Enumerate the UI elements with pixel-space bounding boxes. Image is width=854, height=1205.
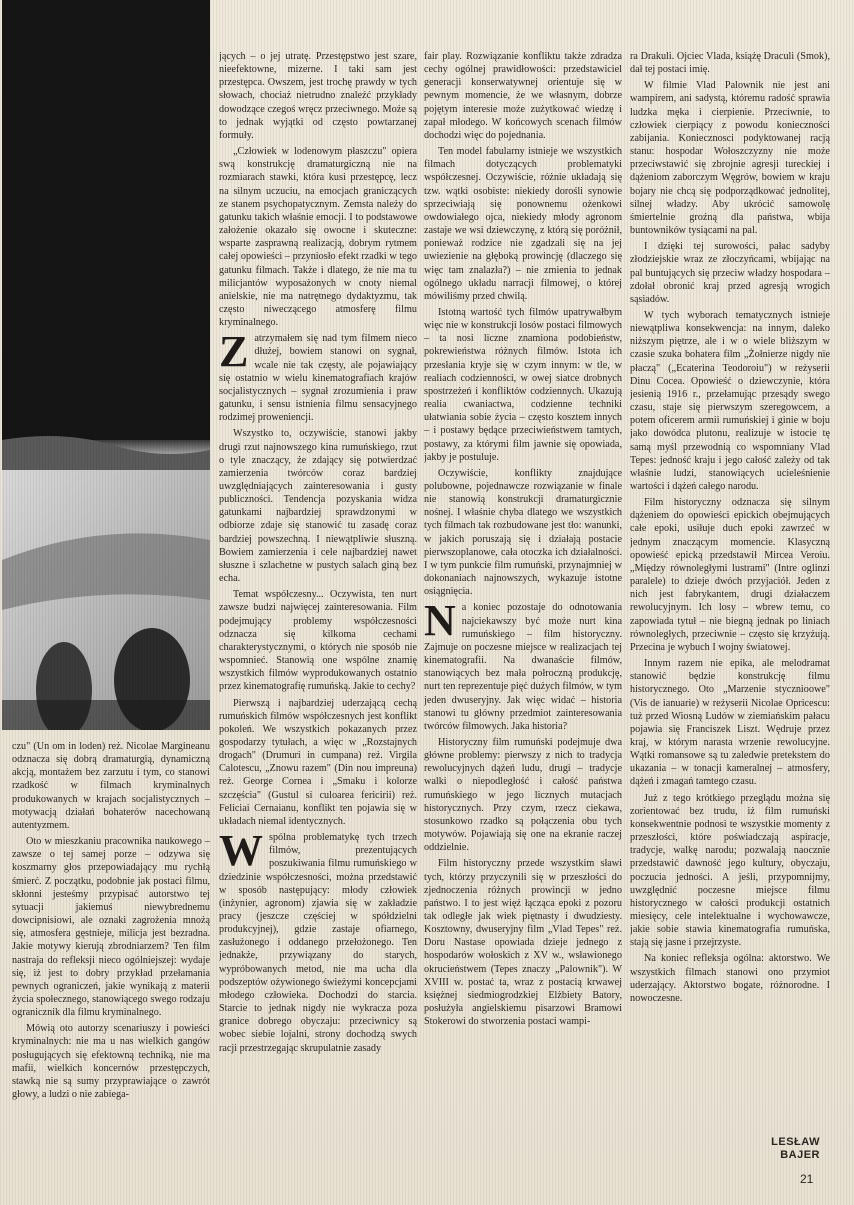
- paragraph: Film historyczny przede wszystkim sławi tych, którzy przyczynili się w przeszłości do zjednoczenia różnych prowincji w jedno państwo. I to jest więź łącząca epoki z pozoru tak odległe jak wiek piętnasty i dwudziesty. Kosztowny, dwuseryjny film „Vlad Tepes" reż. Doru Nastase opowiada dzieje jednego z hospodarów wołoskich z XV w., wsławionego okrucieństwem (Tepes znaczy „Palownik"). W XVIII w. postać ta, wraz z postacią krwawej księżnej siedmiogrodzkiej Elżbiety Batory, posłużyła angielskiemu pisarzowi Bramowi Stokerowi do stworzenia postaci wampi-: [424, 858, 622, 1028]
- paragraph: W tych wyborach tematycznych istnieje niewątpliwa konsekwencja: na innym, daleko niższym piętrze, ale i w o wiele bliższym w czasie szuka bohatera film „Żołnierze nigdy nie płaczą" („Ecaterina Teodoroiu") w reżyserii Dinu Cocea. Opowieść o dziewczynie, która jesienią 1916 r., przełamując przesądy swego czasu, staje się pierwszym szeregowcem, a potem oficerem armii rumuńskiej i ginie w boju jako dowódca plutonu, realizuje w istocie tę samą myśl przewodnią co wspomniany Vlad Tepes: jedność kraju i jego całość zależy od tak właśnie ludzi, stanowiących ucieleśnienie wartości i dążeń całego narodu.: [630, 309, 830, 492]
- film-still-illustration: [2, 0, 210, 730]
- paragraph: Istotną wartość tych filmów upatrywałbym więc nie w konstrukcji losów postaci filmowych – ta nosi liczne znamiona podobieństw, pokrewieństwa różnych filmów. Istota ich przesłania kryje się w czym innym: w tle, w realiach codzienności, w owej siatce drobnych spostrzeżeń i konfliktów codziennych. Ukazują realia cwaniactwa, codzienne techniki ułatwiania sobie życia – często kosztem innych – i postawy będące przeciwieństwem tamtych, postawy, za którymi film jawnie się opowiada, jakby je postuluje.: [424, 306, 622, 463]
- column-4: [630, 50, 830, 1180]
- paragraph: „Człowiek w lodenowym płaszczu" opiera swą konstrukcję dramaturgiczną nie na rozmiarach stawki, która kusi przestępcę, lecz na silnym uczuciu, na emocjach graniczących ze stanem psychopatycznym. Zemsta należy do gatunku takich właśnie emocji. I to podstawowe założenie okazało się owocne i skuteczne: wsparte zasprawną realizacją, dobrym rytmem całej opowieści – przyniosło efekt rzadki w tego gatunku filmach. Także i dlatego, że nie ma tu milicjantów wyposażonych w cnoty niemal anielskie, nie ma natrętnego dydaktyzmu, tak często niweczącego atmosferę filmu kryminalnego.: [219, 146, 417, 329]
- film-still-photo: [2, 0, 210, 730]
- author-byline: [740, 1136, 820, 1162]
- paragraph-text: a koniec pozostaje do odnotowania najciekawszy być może nurt kina rumuńskiego – film historyczny. Zajmuje on poczesne miejsce w realizacjach tej kinematografii. Na dwanaście filmów, stanowiących bez mała połroczną produkcję, nurt ten reprezentuje pięć dużych filmów, w tym jeden dwuseryjny. Jak więc widać – historia stanowi tu główny przedmiot zainteresowania twórców filmowych. Jaka historia?: [424, 602, 622, 732]
- dropcap: W: [219, 826, 263, 876]
- page-number: 21: [800, 1172, 814, 1186]
- paragraph-text: atrzymałem się nad tym filmem nieco dłużej, bowiem stanowi on sygnał, wcale nie tak częsty, ale pojawiający się ostatnio w wielu kinematografiach krajów socjalistycznych – sygnał zrozumienia i praw gatunku, i sensu istnienia filmu sensacyjnego rodzimej proweniencji.: [219, 333, 417, 424]
- paragraph: Historyczny film rumuński podejmuje dwa główne problemy: pierwszy z nich to tradycja rewolucyjnych dążeń ludu, drugi – tradycje walki o niepodległość i całość państwa rumuńskiego w jego licznych mutacjach historycznych. Przy czym, rzecz ciekawa, stosunkowo rzadko są połączenia obu tych motywów. Pojawiają się one na ekranie raczej oddzielnie.: [424, 736, 622, 854]
- paragraph: Na koniec refleksja ogólna: aktorstwo. We wszystkich filmach stanowi ono przymiot uderzający. Aktorstwo bogate, różnorodne. I nowoczesne.: [630, 953, 830, 1004]
- paragraph: fair play. Rozwiązanie konfliktu także zdradza cechy ogólnej prawidłowości: przedstawiciel generacji konserwatywnej orientuje się w pewnym momencie, że we własnym, dobrze pojętym interesie może zużytkować wiedzę i zapał młodego. W końcowych scenach filmów dochodzi więc do pojednania.: [424, 51, 622, 141]
- paragraph: ra Drakuli. Ojciec Vlada, książę Draculi (Smok), dał tej postaci imię.: [630, 51, 830, 76]
- paragraph: Oto w mieszkaniu pracownika naukowego – zawsze o tej samej porze – odzywa się koszmarny głos przepowiadający mu rychłą śmierć. Z początku, podobnie jak postaci filmu, skłonni jesteśmy przypisać autorstwo tej sytuacji jakiemuś niewybrednemu dowcipnisiowi, ale oznaki zagrożenia mnożą się, atmosfera gęstnieje, milicja jest bezradna. Jakie motywy kierują zbrodniarzem? Ten film nastraja do refleksji nieco ogólniejszej: wydaje się, iż jest to dobry przykład przełamania pewnych ograniczeń, jakie wynikają z materii życia społecznego, stanowiącego swego rodzaju ogranicznik dla filmu kryminalnego.: [12, 836, 210, 1019]
- paragraph-text: spólna problematykę tych trzech filmów, prezentujących poszukiwania filmu rumuńskiego w dziedzinie współczesności, można przedstawić w sposób następujący: młody człowiek (inżynier, agronom) zjawia się w zakładzie pracy (jeszcze częściej w spółdzielni produkcyjnej), gdzie zastaje ofiarnego, zasłużonego i oddanego przełożonego. Ten jednakże, przywiązany do starych, wypróbowanych metod, nie ma ucha dla podszeptów ożywionego świeżymi koncepcjami młodego człowieka. Dochodzi do starcia. Starcie to jednak nigdy nie wykracza poza granice dobrego obyczaju: przeciwnicy są wobec siebie lojalni, strony dochodzą swych racji przestrzegając skrupulatnie zasady: [219, 832, 417, 1054]
- paragraph: Pierwszą i najbardziej uderzającą cechą rumuńskich filmów współczesnych jest konflikt pokoleń. We wszystkich pokazanych przez gospodarzy tytułach, a więc w „Rozstajnych drogach" (Drumuri in cumpana) reż. Virgila Calotescu, „Znowu razem" (Din nou impreuna) reż. George Cornea i „Smaku i kolorze szczęścia" (Gustul si culoarea fericirii) reż. Feliciai Cernaianu, konflikt ten pojawia się w układach niemal identycznych.: [219, 697, 417, 827]
- paragraph: czu" (Un om in loden) reż. Nicolae Margineanu odznacza się dobrą dramaturgią, dynamiczną akcją, montażem bez zarzutu i tym, co stanowi rzadkość w filmach kryminalnych produkowanych w krajach socjalistycznych – motywacją działań bohaterów nacechowaną autentyzmem.: [12, 741, 210, 831]
- paragraph-with-dropcap: [219, 327, 417, 424]
- paragraph: Wszystko to, oczywiście, stanowi jakby drugi rzut najnowszego kina rumuńskiego, rzut o tyle znaczący, że zdający się potwierdzać zamierzenia twórców coraz bardziej uwzględniających zainteresowania i gusty publiczności. Tendencja pozyskania widza gatunkami najbardziej sprawdzonymi w odbiorze zdaje się stanowić tu zasadę coraz bardziej powszechną. I niewątpliwie słuszną. Bowiem zamierzenia i cele najbardziej nawet słuszne i szlachetne w pustych salach giną bez echa.: [219, 428, 417, 585]
- paragraph: I dzięki tej surowości, pałac sadyby złodziejskie wraz ze złoczyńcami, wbijając na pal buntujących się przeciw władzy hospodara – zdołał obronić kraj przed agresją wrogich sąsiadów.: [630, 241, 830, 305]
- paragraph: Temat współczesny... Oczywista, ten nurt zawsze budzi najwięcej zainteresowania. Film podejmujący problemy współczesności odznacza się kilkoma cechami charakterystycznymi, o których nie sposób nie wspomnieć. Stanowią one wspólne znamię wszystkich filmów wyprodukowanych ostatnio przez kinematografię rumuńską. Jakie to cechy?: [219, 589, 417, 693]
- dropcap: N: [424, 596, 456, 646]
- paragraph-with-dropcap: [424, 596, 622, 733]
- paragraph: Mówią oto autorzy scenariuszy i powieści kryminalnych: nie ma u nas wielkich gangów posługujących się efektowną techniką, nie ma mafii, wielkich koncernów przestępczych, stawką nie są sumy przyprawiające o zawrót głowy, a ludzi o nie zabiega-: [12, 1023, 210, 1101]
- paragraph: Oczywiście, konflikty znajdujące polubowne, pojednawcze rozwiązanie w finale nie stanowią konstrukcji dramaturgicznie nośnej. I właśnie chyba dlatego we wszystkich tych filmach tak rozbudowane jest tło: wanunki, w jakich poruszają się i działają postacie pierwszoplanowe, cała otoczka ich działalności. I w tym punkcie film rumuński, przynajmniej w dokonaniach najnowszych, wykazuje istotne osiągnięcia.: [424, 467, 622, 598]
- paragraph: Innym razem nie epika, ale melodramat stanowić będzie konstrukcję filmu historycznego. Oto „Marzenie stycznioowe" (Vis de ianuarie) w reżyserii Nicolae Opricescu: tuż przed Wiosną Ludów w ziemiańskim pałacu pojawia się Franciszek Liszt. Wędruje przez kraj, w którym narasta wrzenie rewolucyjne. Wątki romansowe są tu zaledwie pretekstem do ukazania – w tonacji kameralnej – atmosfery, dążeń i zmagań tamtego czasu.: [630, 658, 830, 788]
- paragraph: jących – o jej utratę. Przestępstwo jest szare, nieefektowne, mizerne. I taki sam jest przestępca. Owszem, jest trochę prawdy w tych słowach, chociaż nietrudno znaleźć przykłady dowodzące czegoś wręcz przeciwnego. Może są to jednak wyjątki od często powtarzanej formuły.: [219, 51, 417, 141]
- paragraph: Film historyczny odznacza się silnym dążeniem do opowieści epickich obejmujących całe epoki, usiłuje duch epoki zawrzeć w jednym znaczącym momencie. Klasyczną opowieść epicką przedstawił Mircea Veroiu. „Między równoległymi lustrami" (Intre oglinzi paralele) to dzieje dwóch przyjaciół. Jeden z nich jest fabrykantem, drugi działaczem rewolucyjnym. Ich losy – wbrew temu, co zapowiada tytuł – nie biegną jednak po liniach równoległych, przeciwnie – często się krzyżują. Przecina je wybuch I wojny światowej.: [630, 497, 830, 653]
- dropcap: Z: [219, 327, 249, 377]
- column-3: [424, 50, 622, 1200]
- column-1: [12, 740, 210, 1195]
- paragraph: Ten model fabularny istnieje we wszystkich filmach dotyczących problematyki współczesnej. Oczywiście, różnie układają się tzw. wątki osobiste: niekiedy dorośli synowie sprzeciwiają się ponownemu ożenkowi owdowiałego ojca, niekiedy młody agronom zastaje we wsi dziewczynę, z którą się poróżnił, ponieważ rodzice nie zgadzali się na jej uwiezienie na głęboką prowincję (dlaczego się więc tam znalazła?) – nie zmienia to jednak ogólnego układu narracji filmowej, o której mówiliśmy przed chwilą.: [424, 146, 622, 302]
- author-first-name: LESŁAW: [771, 1136, 820, 1148]
- paragraph: W filmie Vlad Palownik nie jest ani wampirem, ani sadystą, któremu radość sprawia ludzka męka i cierpienie. Przeciwnie, to człowiek cierpiący z powodu konieczności zabijania. Koniecznosci podyktowanej racją stanu: hospodar Wołoszczyzny nie może przeciwstawić się zbrojnie agresji tureckiej i dążeniom zaborczym Węgrów, bowiem w kraju bojary nie chcą się podporządkować jednolitej, silnej władzy. Aby ukrócić samowolę śmiertelnie groźną dla państwa, wbija buntowników tysiącami na pal.: [630, 80, 830, 237]
- column-2: [219, 50, 417, 1200]
- paragraph: Już z tego krótkiego przeglądu można się zorientować bez trudu, iż film rumuński konsekwentnie podnosi te wszystkie momenty z przeszłości, które poświadczają aspiracje, tradycje, walkę narodu; pozwalają naocznie przedstawić dawność jego kultury, obyczaju, poczucia jedności. A jeśli, przypomnijmy, uwzględnić poczesne miejsce filmu historycznego w całości produkcji ostatnich miesięcy, cele intelektualne i wychowawcze, jakie sobie stawia kinematografia rumuńska, stają się jasne i przejrzyste.: [630, 792, 830, 949]
- paragraph-with-dropcap: [219, 826, 417, 1055]
- author-last-name: BAJER: [780, 1149, 820, 1161]
